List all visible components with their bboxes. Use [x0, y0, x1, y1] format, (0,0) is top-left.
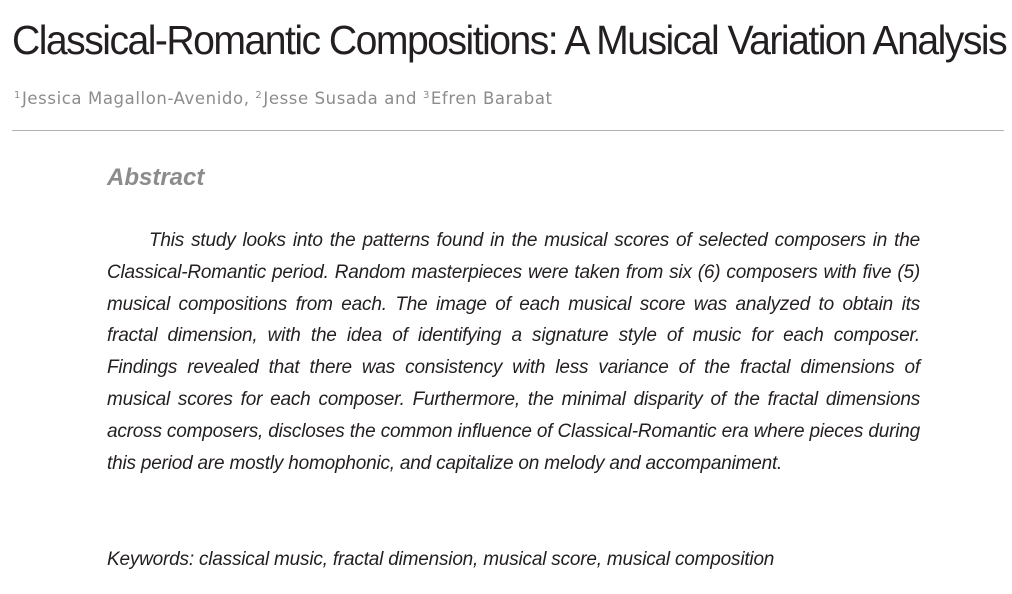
author-separator: and	[378, 89, 423, 108]
author-name: Jessica Magallon-Avenido	[21, 89, 244, 108]
author-name: Jesse Susada	[263, 89, 379, 108]
affiliation-marker: 2	[255, 90, 263, 101]
author-separator: ,	[243, 89, 256, 108]
author-name: Efren Barabat	[430, 89, 553, 108]
header-divider	[12, 130, 1004, 131]
author-list	[14, 86, 553, 112]
author-item	[423, 89, 553, 108]
keywords: Keywords: classical music, fractal dimension, musical score, musical composition	[107, 549, 775, 570]
author-item	[14, 89, 255, 108]
affiliation-marker: 3	[422, 90, 430, 101]
abstract-heading: Abstract	[107, 164, 205, 191]
affiliation-marker: 1	[14, 90, 21, 101]
abstract-body: This study looks into the patterns found in the musical scores of selected composers in the Classical-Romantic period. Random masterpieces were taken from six (6) composers with five (5) musical compositions from each. The image of each musical score was analyzed to obtain its fractal dimension, with the idea of identifying a signature style of music for each composer. Findings revealed that there was consistency with less variance of the fractal dimensions of musical scores for each composer. Furthermore, the minimal disparity of the fractal dimensions across composers, discloses the common influence of Classical-Romantic era where pieces during this period are mostly homophonic, and capitalize on melody and accompaniment.	[107, 230, 920, 474]
author-item	[255, 89, 423, 108]
paper-title: Classical-Romantic Compositions: A Musical Variation Analysis	[12, 17, 1007, 63]
